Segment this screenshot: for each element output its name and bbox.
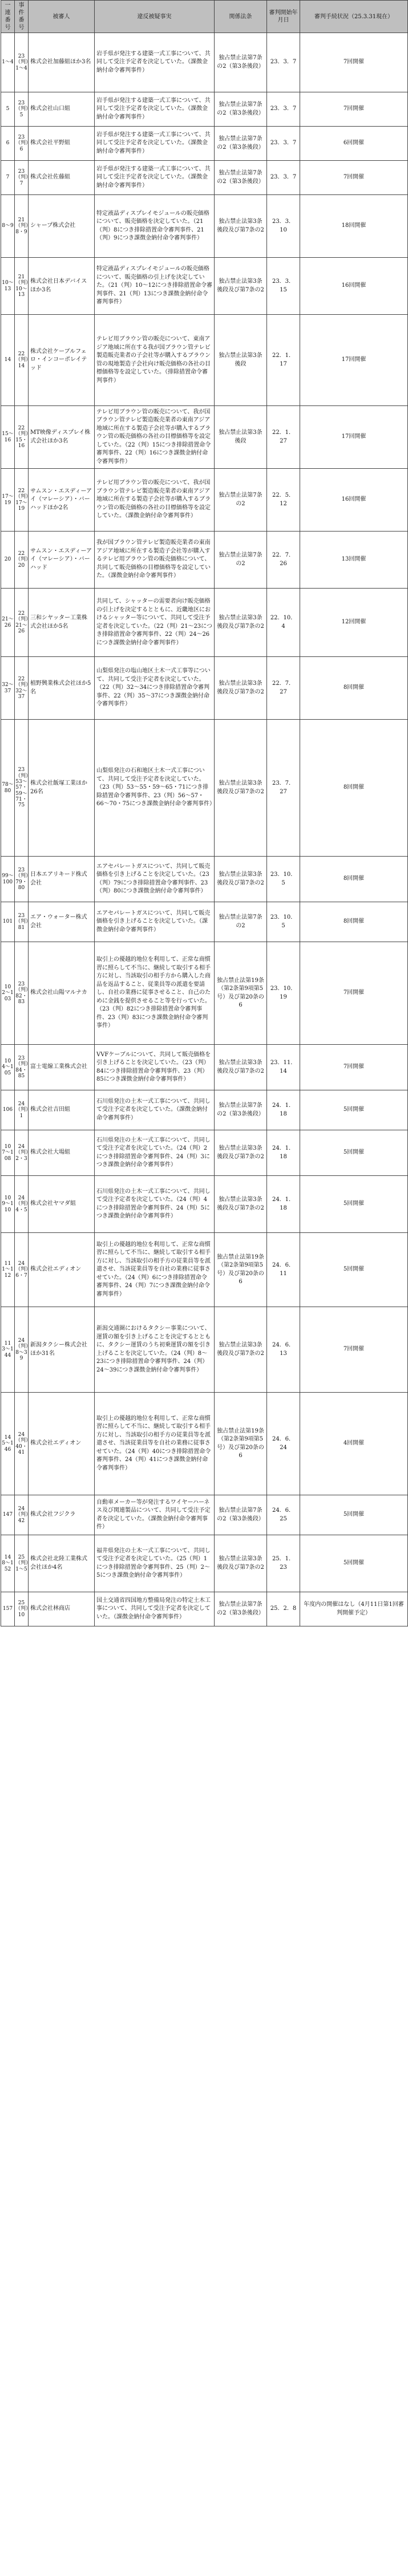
table-row xyxy=(1,1130,408,1176)
case-number-cell: 23（判）79・80 xyxy=(15,857,29,902)
violation-facts-cell: 岩手県が発注する建築一式工事について、共同して受注予定者を決定していた。（課徴金納付命令審判事件） xyxy=(95,161,215,195)
start-date-cell: 24．1．18 xyxy=(267,1176,300,1233)
defendant-cell: 株式会社日本デバイスほか3名 xyxy=(29,258,95,315)
applicable-law-cell: 独占禁止法第7条の2（第3条後段） xyxy=(215,127,267,161)
violation-facts-cell: 岩手県が発注する建築一式工事について、共同して受注予定者を決定していた。（課徴金納付命令審判事件） xyxy=(95,127,215,161)
header-start-date: 審判開始年月日 xyxy=(267,1,300,33)
start-date-cell: 22．1．17 xyxy=(267,315,300,406)
case-number-cell: 21（判）10〜13 xyxy=(15,258,29,315)
status-cell: 5回開催 xyxy=(300,1535,408,1592)
serial-cell: 109〜110 xyxy=(1,1176,15,1233)
start-date-cell: 23．3．7 xyxy=(267,33,300,92)
defendant-cell: サムスン・エスディーアイ（マレーシア）・バーハッドほか2名 xyxy=(29,469,95,532)
header-status: 審判手続状況（25.3.31現在） xyxy=(300,1,408,33)
violation-facts-cell: 特定液晶ディスプレイモジュールの販売価格について、販売価格の引上げを決定していた。（21（判）10〜12につき排除措置命令審判事件、21（判）13につき課徴金納付命令審判事件） xyxy=(95,258,215,315)
serial-cell: 20 xyxy=(1,532,15,589)
serial-cell: 15〜16 xyxy=(1,406,15,469)
case-number-cell: 22（判）17〜19 xyxy=(15,469,29,532)
violation-facts-cell: 共同して、シャッターの需要者向け販売価格の引上げを決定するとともに、近畿地区におけるシャッター等について、共同して受注予定者を決定していた。（22（判）21〜23につき排除措置命令審判事件、22（判）24〜26につき課徴金納付命令審判事件） xyxy=(95,589,215,657)
start-date-cell: 22．10．4 xyxy=(267,589,300,657)
violation-facts-cell: 石川県発注の土木一式工事について、共同して受注予定者を決定していた。（24（判）2につき排除措置命令審判事件、24（判）3につき課徴金納付命令審判事件） xyxy=(95,1130,215,1176)
table-row xyxy=(1,1045,408,1090)
case-number-cell: 23（判）84・85 xyxy=(15,1045,29,1090)
serial-cell: 6 xyxy=(1,127,15,161)
status-cell: 8回開催 xyxy=(300,857,408,902)
case-number-cell: 22（判）15・16 xyxy=(15,406,29,469)
start-date-cell: 23．10．19 xyxy=(267,942,300,1045)
serial-cell: 21〜26 xyxy=(1,589,15,657)
table-row xyxy=(1,720,408,857)
start-date-cell: 23．3．7 xyxy=(267,127,300,161)
hearing-cases-table xyxy=(1,0,408,1626)
serial-cell: 5 xyxy=(1,92,15,127)
table-row xyxy=(1,657,408,720)
violation-facts-cell: 石川県発注の土木一式工事について、共同して受注予定者を決定していた。（課徴金納付命令審判事件） xyxy=(95,1090,215,1130)
applicable-law-cell: 独占禁止法第7条の2（第3条後段） xyxy=(215,1495,267,1535)
defendant-cell: 株式会社エディオン xyxy=(29,1393,95,1495)
case-number-cell: 22（判）20 xyxy=(15,532,29,589)
case-number-cell: 22（判）14 xyxy=(15,315,29,406)
violation-facts-cell: VVFケーブルについて、共同して販売価格を引き上げることを決定していた。（23（判）84につき排除措置命令審判事件、23（判）85につき課徴金納付命令審判事件） xyxy=(95,1045,215,1090)
serial-cell: 10〜13 xyxy=(1,258,15,315)
defendant-cell: エア・ウォーター株式会社 xyxy=(29,902,95,942)
applicable-law-cell: 独占禁止法第19条（第2条第9項第5号）及び第20条の6 xyxy=(215,1393,267,1495)
table-row xyxy=(1,1307,408,1393)
table-row xyxy=(1,1176,408,1233)
defendant-cell: 株式会社加藤組ほか3名 xyxy=(29,33,95,92)
start-date-cell: 22．5．12 xyxy=(267,469,300,532)
applicable-law-cell: 独占禁止法第3条後段 xyxy=(215,406,267,469)
serial-cell: 7 xyxy=(1,161,15,195)
table-row xyxy=(1,1535,408,1592)
case-number-cell: 25（判）1〜5 xyxy=(15,1535,29,1592)
status-cell: 年度内の開催はなし（4月11日第1回審判開催予定） xyxy=(300,1592,408,1626)
header-violation-facts: 違反被疑事実 xyxy=(95,1,215,33)
defendant-cell: 株式会社飯塚工業ほか26名 xyxy=(29,720,95,857)
header-defendant: 被審人 xyxy=(29,1,95,33)
start-date-cell: 23．3．10 xyxy=(267,195,300,258)
serial-cell: 99〜100 xyxy=(1,857,15,902)
start-date-cell: 23．11．14 xyxy=(267,1045,300,1090)
violation-facts-cell: エアセパレートガスについて、共同して販売価格を引き上げることを決定していた。（課徴金納付命令審判事件） xyxy=(95,902,215,942)
serial-cell: 111〜112 xyxy=(1,1233,15,1307)
violation-facts-cell: 石川県発注の土木一式工事について、共同して受注予定者を決定していた。（24（判）4につき排除措置命令審判事件、24（判）5につき課徴金納付命令審判事件） xyxy=(95,1176,215,1233)
status-cell: 12回開催 xyxy=(300,589,408,657)
table-row xyxy=(1,195,408,258)
start-date-cell: 25．1．23 xyxy=(267,1535,300,1592)
table-body xyxy=(1,33,408,1626)
violation-facts-cell: 取引上の優越的地位を利用して、正常な商慣習に照らして不当に、継続して取引する相手方に対し、当該取引の相手方の従業員等を派遣させ、当該従業員等を自社の業務に従事させていた。（24（判）40につき排除措置命令審判事件、24（判）41につき課徴金納付命令審判事件） xyxy=(95,1393,215,1495)
status-cell: 8回開催 xyxy=(300,720,408,857)
defendant-cell: 株式会社山口組 xyxy=(29,92,95,127)
case-number-cell: 23（判）53〜57・59〜71・75 xyxy=(15,720,29,857)
serial-cell: 113〜144 xyxy=(1,1307,15,1393)
serial-cell: 107〜108 xyxy=(1,1130,15,1176)
status-cell: 7回開催 xyxy=(300,942,408,1045)
serial-cell: 148〜152 xyxy=(1,1535,15,1592)
case-number-cell: 23（判）7 xyxy=(15,161,29,195)
status-cell: 17回開催 xyxy=(300,406,408,469)
case-number-cell: 24（判）6・7 xyxy=(15,1233,29,1307)
applicable-law-cell: 独占禁止法第3条後段及び第7条の2 xyxy=(215,1045,267,1090)
status-cell: 8回開催 xyxy=(300,902,408,942)
table-row xyxy=(1,1393,408,1495)
start-date-cell: 24．6．25 xyxy=(267,1495,300,1535)
violation-facts-cell: 新潟交通圏におけるタクシー事業について、運賃の額を引き上げることを決定するとともに、タクシー運賃のうち初乗運賃の額を引き上げることを決定していた。（24（判）8〜23につき排除措置命令審判事件、24（判）24〜39につき課徴金納付命令審判事件） xyxy=(95,1307,215,1393)
case-number-cell: 25（判）10 xyxy=(15,1592,29,1626)
case-number-cell: 23（判）6 xyxy=(15,127,29,161)
table-row xyxy=(1,258,408,315)
serial-cell: 14 xyxy=(1,315,15,406)
status-cell: 5回開催 xyxy=(300,1130,408,1176)
table-row xyxy=(1,469,408,532)
case-number-cell: 23（判）1〜4 xyxy=(15,33,29,92)
table-row xyxy=(1,1495,408,1535)
applicable-law-cell: 独占禁止法第7条の2（第3条後段） xyxy=(215,92,267,127)
status-cell: 5回開催 xyxy=(300,1090,408,1130)
defendant-cell: 新潟タクシー株式会社ほか31名 xyxy=(29,1307,95,1393)
defendant-cell: 株式会社エディオン xyxy=(29,1233,95,1307)
table-row xyxy=(1,92,408,127)
defendant-cell: 植野興業株式会社ほか5名 xyxy=(29,657,95,720)
status-cell: 7回開催 xyxy=(300,1307,408,1393)
table-row xyxy=(1,942,408,1045)
case-number-cell: 24（判）4・5 xyxy=(15,1176,29,1233)
case-number-cell: 22（判）21〜26 xyxy=(15,589,29,657)
serial-cell: 102〜103 xyxy=(1,942,15,1045)
serial-cell: 1〜4 xyxy=(1,33,15,92)
defendant-cell: 三和シヤッター工業株式会社ほか5名 xyxy=(29,589,95,657)
defendant-cell: 株式会社林商店 xyxy=(29,1592,95,1626)
serial-cell: 145〜146 xyxy=(1,1393,15,1495)
case-number-cell: 24（判）8〜39 xyxy=(15,1307,29,1393)
table-header-row xyxy=(1,1,408,33)
serial-cell: 101 xyxy=(1,902,15,942)
applicable-law-cell: 独占禁止法第7条の2（第3条後段） xyxy=(215,1090,267,1130)
applicable-law-cell: 独占禁止法第19条（第2条第9項第5号）及び第20条の6 xyxy=(215,1233,267,1307)
defendant-cell: MT映像ディスプレイ株式会社ほか3名 xyxy=(29,406,95,469)
defendant-cell: 株式会社北陸工業株式会社ほか4名 xyxy=(29,1535,95,1592)
applicable-law-cell: 独占禁止法第7条の2（第3条後段） xyxy=(215,1592,267,1626)
violation-facts-cell: テレビ用ブラウン管の販売について、我が国ブラウン管テレビ製造販売業者の東南アジア地域に所在する製造子会社等が購入するブラウン管の販売価格の各社の目標価格等を設定していた。（22（判）15につき排除措置命令審判事件、22（判）16につき課徴金納付命令審判事件） xyxy=(95,406,215,469)
case-number-cell: 21（判）8・9 xyxy=(15,195,29,258)
defendant-cell: シャープ株式会社 xyxy=(29,195,95,258)
defendant-cell: 株式会社佐藤組 xyxy=(29,161,95,195)
case-number-cell: 24（判）40・41 xyxy=(15,1393,29,1495)
applicable-law-cell: 独占禁止法第3条後段及び第7条の2 xyxy=(215,657,267,720)
header-serial: 一連番号 xyxy=(1,1,15,33)
applicable-law-cell: 独占禁止法第3条後段及び第7条の2 xyxy=(215,589,267,657)
start-date-cell: 23．10．5 xyxy=(267,857,300,902)
applicable-law-cell: 独占禁止法第3条後段及び第7条の2 xyxy=(215,258,267,315)
start-date-cell: 23．7．27 xyxy=(267,720,300,857)
case-number-cell: 23（判）5 xyxy=(15,92,29,127)
defendant-cell: サムスン・エスディーアイ（マレーシア）・バーハッド xyxy=(29,532,95,589)
table-row xyxy=(1,1233,408,1307)
defendant-cell: 株式会社山陽マルナカ xyxy=(29,942,95,1045)
table-row xyxy=(1,902,408,942)
serial-cell: 147 xyxy=(1,1495,15,1535)
table-row xyxy=(1,127,408,161)
violation-facts-cell: 取引上の優越的地位を利用して、正常な商慣習に照らして不当に、継続して取引する相手方に対し、当該取引の相手方の従業員等を派遣させ、当該従業員等を自社の業務に従事させていた。（24（判）6につき排除措置命令審判事件、24（判）7につき課徴金納付命令審判事件） xyxy=(95,1233,215,1307)
violation-facts-cell: 福井県発注の土木一式工事について、共同して受注予定者を決定していた。（25（判）1につき排除措置命令審判事件、25（判）2〜5につき課徴金納付命令審判事件） xyxy=(95,1535,215,1592)
status-cell: 5回開催 xyxy=(300,1233,408,1307)
start-date-cell: 22．1．27 xyxy=(267,406,300,469)
status-cell: 7回開催 xyxy=(300,161,408,195)
defendant-cell: 株式会社フジクラ xyxy=(29,1495,95,1535)
start-date-cell: 24．1．18 xyxy=(267,1130,300,1176)
start-date-cell: 25．2．8 xyxy=(267,1592,300,1626)
violation-facts-cell: 山梨県発注の塩山地区土木一式工事等について、共同して受注予定者を決定していた。（22（判）32〜34につき排除措置命令審判事件、22（判）35〜37につき課徴金納付命令審判事件） xyxy=(95,657,215,720)
defendant-cell: 日本エアリキード株式会社 xyxy=(29,857,95,902)
applicable-law-cell: 独占禁止法第7条の2 xyxy=(215,532,267,589)
case-number-cell: 24（判）42 xyxy=(15,1495,29,1535)
defendant-cell: 株式会社大場組 xyxy=(29,1130,95,1176)
status-cell: 5回開催 xyxy=(300,1495,408,1535)
start-date-cell: 24．6．24 xyxy=(267,1393,300,1495)
applicable-law-cell: 独占禁止法第3条後段 xyxy=(215,315,267,406)
start-date-cell: 23．3．15 xyxy=(267,258,300,315)
defendant-cell: 富士電線工業株式会社 xyxy=(29,1045,95,1090)
applicable-law-cell: 独占禁止法第3条後段及び第7条の2 xyxy=(215,1176,267,1233)
status-cell: 16回開催 xyxy=(300,469,408,532)
defendant-cell: 株式会社平野組 xyxy=(29,127,95,161)
status-cell: 17回開催 xyxy=(300,315,408,406)
status-cell: 13回開催 xyxy=(300,532,408,589)
header-case-number: 事件番号 xyxy=(15,1,29,33)
case-number-cell: 23（判）82・83 xyxy=(15,942,29,1045)
case-number-cell: 24（判）2・3 xyxy=(15,1130,29,1176)
status-cell: 7回開催 xyxy=(300,1045,408,1090)
applicable-law-cell: 独占禁止法第19条（第2条第9項第5号）及び第20条の6 xyxy=(215,942,267,1045)
table-row xyxy=(1,589,408,657)
defendant-cell: 株式会社吉田組 xyxy=(29,1090,95,1130)
status-cell: 16回開催 xyxy=(300,258,408,315)
violation-facts-cell: 岩手県が発注する建築一式工事について、共同して受注予定者を決定していた。（課徴金納付命令審判事件） xyxy=(95,33,215,92)
applicable-law-cell: 独占禁止法第7条の2（第3条後段） xyxy=(215,33,267,92)
header-applicable-law: 関係法条 xyxy=(215,1,267,33)
defendant-cell: 株式会社ケーブルフェロ・インコーポレイテッド xyxy=(29,315,95,406)
violation-facts-cell: エアセパレートガスについて、共同して販売価格を引き上げることを決定していた。（23（判）79につき排除措置命令審判事件、23（判）80につき課徴金納付命令審判事件） xyxy=(95,857,215,902)
applicable-law-cell: 独占禁止法第3条後段及び第7条の2 xyxy=(215,857,267,902)
status-cell: 4回開催 xyxy=(300,1393,408,1495)
serial-cell: 106 xyxy=(1,1090,15,1130)
start-date-cell: 23．3．7 xyxy=(267,161,300,195)
status-cell: 6回開催 xyxy=(300,127,408,161)
start-date-cell: 24．6．11 xyxy=(267,1233,300,1307)
violation-facts-cell: 特定液晶ディスプレイモジュールの販売価格について、販売価格を決定していた。（21（判）8につき排除措置命令審判事件、21（判）9につき課徴金納付命令審判事件） xyxy=(95,195,215,258)
applicable-law-cell: 独占禁止法第3条後段及び第7条の2 xyxy=(215,720,267,857)
violation-facts-cell: 山梨県発注の石和地区土木一式工事について、共同して受注予定者を決定していた。（23（判）53〜55・59〜65・71につき排除措置命令審判事件、23（判）56〜57・66〜70・75につき課徴金納付命令審判事件） xyxy=(95,720,215,857)
serial-cell: 8〜9 xyxy=(1,195,15,258)
table-row xyxy=(1,532,408,589)
violation-facts-cell: テレビ用ブラウン管の販売について、東南アジア地域に所在する我が国ブラウン管テレビ製造販売業者の子会社等が購入するブラウン管の現地製造子会社向け販売価格の各社の目標価格等を設定していた。（排除措置命令審判事件） xyxy=(95,315,215,406)
serial-cell: 104〜105 xyxy=(1,1045,15,1090)
applicable-law-cell: 独占禁止法第3条後段及び第7条の2 xyxy=(215,195,267,258)
table-row xyxy=(1,1592,408,1626)
start-date-cell: 24．6．13 xyxy=(267,1307,300,1393)
start-date-cell: 23．10．5 xyxy=(267,902,300,942)
violation-facts-cell: 取引上の優越的地位を利用して、正常な商慣習に照らして不当に、継続して取引する相手方に対し、当該取引の相手方から購入した商品を返品すること、従業員等の派遣を要請し、自社の業務に従事させること、自己のために金銭を提供させること等を行っていた。（23（判）82につき排除措置命令審判事件、23（判）83につき課徴金納付命令審判事件） xyxy=(95,942,215,1045)
table-row xyxy=(1,857,408,902)
start-date-cell: 24．1．18 xyxy=(267,1090,300,1130)
start-date-cell: 23．3．7 xyxy=(267,92,300,127)
violation-facts-cell: テレビ用ブラウン管の販売について、我が国ブラウン管テレビ製造販売業者の東南アジア地域に所在する製造子会社等が購入するブラウン管の販売価格の各社の目標価格等を設定していた。（課徴金納付命令審判事件） xyxy=(95,469,215,532)
status-cell: 5回開催 xyxy=(300,1176,408,1233)
serial-cell: 17〜19 xyxy=(1,469,15,532)
table-row xyxy=(1,1090,408,1130)
serial-cell: 32〜37 xyxy=(1,657,15,720)
status-cell: 7回開催 xyxy=(300,33,408,92)
applicable-law-cell: 独占禁止法第7条の2 xyxy=(215,902,267,942)
case-number-cell: 22（判）32〜37 xyxy=(15,657,29,720)
applicable-law-cell: 独占禁止法第3条後段及び第7条の2 xyxy=(215,1307,267,1393)
applicable-law-cell: 独占禁止法第3条後段及び第7条の2 xyxy=(215,1130,267,1176)
status-cell: 8回開催 xyxy=(300,657,408,720)
table-row xyxy=(1,161,408,195)
violation-facts-cell: 自動車メーカー等が発注するワイヤーハーネス及び関連製品について、共同して受注予定者を決定していた。（課徴金納付命令審判事件） xyxy=(95,1495,215,1535)
case-number-cell: 24（判）1 xyxy=(15,1090,29,1130)
status-cell: 18回開催 xyxy=(300,195,408,258)
defendant-cell: 株式会社ヤマダ組 xyxy=(29,1176,95,1233)
start-date-cell: 22．7．26 xyxy=(267,532,300,589)
serial-cell: 157 xyxy=(1,1592,15,1626)
violation-facts-cell: 岩手県が発注する建築一式工事について、共同して受注予定者を決定していた。（課徴金納付命令審判事件） xyxy=(95,92,215,127)
violation-facts-cell: 我が国ブラウン管テレビ製造販売業者の東南アジア地域に所在する製造子会社等が購入するテレビ用ブラウン管の販売価格について、共同して販売価格の目標価格等を設定していた。（課徴金納付命令審判事件） xyxy=(95,532,215,589)
serial-cell: 78〜80 xyxy=(1,720,15,857)
table-row xyxy=(1,33,408,92)
applicable-law-cell: 独占禁止法第3条後段及び第7条の2 xyxy=(215,1535,267,1592)
case-number-cell: 23（判）81 xyxy=(15,902,29,942)
violation-facts-cell: 国土交通省四国地方整備局発注の特定土木工事について、共同して受注予定者を決定していた。（課徴金納付命令審判事件） xyxy=(95,1592,215,1626)
table-row xyxy=(1,315,408,406)
applicable-law-cell: 独占禁止法第7条の2 xyxy=(215,469,267,532)
table-row xyxy=(1,406,408,469)
start-date-cell: 22．7．27 xyxy=(267,657,300,720)
status-cell: 7回開催 xyxy=(300,92,408,127)
applicable-law-cell: 独占禁止法第7条の2（第3条後段） xyxy=(215,161,267,195)
